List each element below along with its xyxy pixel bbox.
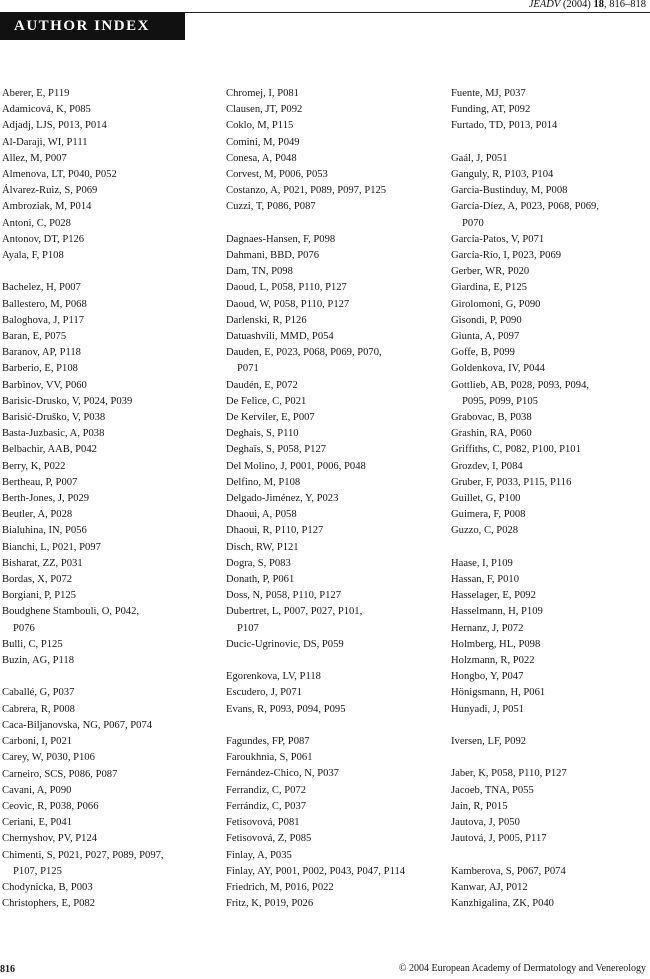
index-entry: García-Patos, V, P071 (451, 233, 545, 245)
index-entry: Haase, I, P109 (451, 557, 513, 569)
index-entry: Ceriani, E, P041 (2, 817, 73, 829)
index-entry: Coklo, M, P115 (226, 120, 294, 132)
index-entry: Belbachir, AAB, P042 (2, 444, 97, 456)
index-entry: Hönigsmann, H, P061 (451, 687, 546, 699)
index-column-1 (2, 86, 216, 912)
journal-year: (2004) (562, 0, 591, 10)
index-entry: Grashin, RA, P060 (451, 428, 532, 440)
index-entry: Dam, TN, P098 (226, 266, 293, 278)
index-entry: Borgiani, P, P125 (2, 590, 76, 602)
index-entry: Hasselager, E, P092 (451, 590, 536, 602)
index-entry: Ferrándiz, C, P037 (226, 800, 307, 812)
index-entry: Daoud, L, P058, P110, P127 (226, 282, 347, 294)
index-entry: Darlenski, R, P126 (226, 314, 307, 326)
index-entry: Cabrera, R, P008 (2, 703, 75, 715)
index-entry: Bertheau, P, P007 (2, 476, 78, 488)
index-entry: Conesa, A, P048 (226, 152, 297, 164)
index-entry: De Kerviler, E, P007 (226, 412, 315, 424)
index-entry: Jautova, J, P050 (451, 817, 520, 829)
index-entry: Gisondi, P, P090 (451, 314, 522, 326)
index-entry: Evans, R, P093, P094, P095 (226, 703, 346, 715)
index-entry-continuation: P107, P125 (13, 865, 62, 877)
index-entry: Ganguly, R, P103, P104 (451, 169, 554, 180)
index-entry: Kamberova, S, P067, P074 (451, 865, 566, 877)
index-entry: Fernández-Chico, N, P037 (226, 768, 339, 780)
index-entry-continuation: P076 (13, 622, 35, 634)
index-entry: Dahmani, BBD, P076 (226, 250, 319, 262)
letter-group-spacer (451, 135, 649, 151)
index-entry: Dubertret, L, P007, P027, P101, (226, 606, 363, 618)
index-entry: Guillet, G, P100 (451, 493, 521, 505)
index-entry: Jacoeb, TNA, P055 (451, 784, 534, 796)
index-entry: Dagnaes-Hansen, F, P098 (226, 233, 336, 245)
index-entry: Carboni, I, P021 (2, 736, 73, 748)
letter-group-spacer (451, 540, 649, 556)
index-entry: Hongbo, Y, P047 (451, 671, 524, 683)
index-entry: Fagundes, FP, P087 (226, 736, 310, 748)
journal-name: JEADV (528, 0, 561, 10)
index-entry: Datuashvili, MMD, P054 (226, 331, 334, 343)
index-entry: Boudghene Stambouli, O, P042, (2, 606, 140, 618)
index-entry: Hernanz, J, P072 (451, 622, 524, 634)
index-entry: Escudero, J, P071 (226, 687, 302, 699)
index-entry: Chodynicka, B, P003 (2, 881, 93, 893)
index-entry: Finlay, A, P035 (226, 849, 292, 861)
index-entry: Deghais, S, P110 (226, 428, 299, 440)
index-entry: Bulli, C, P125 (2, 638, 63, 650)
index-entry: Friedrich, M, P016, P022 (226, 881, 334, 893)
letter-group-spacer (451, 750, 649, 766)
index-entry: Giardina, E, P125 (451, 282, 527, 294)
index-entry: Carey, W, P030, P106 (2, 752, 95, 764)
index-entry: Clausen, JT, P092 (226, 104, 303, 116)
letter-group-spacer (226, 216, 442, 232)
index-entry: Giunta, A, P097 (451, 331, 520, 343)
index-entry: Griffiths, C, P082, P100, P101 (451, 444, 581, 456)
index-entry: Girolomoni, G, P090 (451, 298, 541, 310)
letter-group-spacer (226, 718, 442, 734)
index-entry: Basta-Juzbasic, A, P038 (2, 428, 105, 440)
index-entry: Kanwar, AJ, P012 (451, 881, 528, 893)
index-entry: Daudén, E, P072 (226, 379, 298, 391)
section-title: AUTHOR INDEX (14, 18, 150, 34)
index-column-3 (451, 86, 649, 912)
index-entry: Kanzhigalina, ZK, P040 (451, 898, 554, 910)
index-entry: Adjadj, LJS, P013, P014 (2, 120, 107, 132)
index-entry: Doss, N, P058, P110, P127 (226, 590, 341, 602)
index-entry: Holmberg, HL, P098 (451, 638, 541, 650)
index-entry: Delfino, M, P108 (226, 476, 301, 488)
journal-citation (529, 0, 646, 10)
index-entry: Jain, R, P015 (451, 800, 508, 812)
index-entry: Corvest, M, P006, P053 (226, 169, 328, 181)
index-entry: Caballé, G, P037 (2, 687, 75, 699)
index-entry: Baloghova, J, P117 (2, 314, 85, 326)
index-entry: Chernyshov, PV, P124 (2, 833, 98, 845)
journal-pages: , 816–818 (604, 0, 646, 10)
index-entry: Cuzzi, T, P086, P087 (226, 201, 316, 213)
index-entry: Dhaoui, A, P058 (226, 509, 297, 521)
letter-group-spacer (451, 718, 649, 734)
index-entry: Fetisovová, P081 (226, 817, 300, 829)
index-entry: Fuente, MJ, P037 (451, 88, 526, 99)
index-entry: Christophers, E, P082 (2, 898, 95, 910)
section-title-banner (0, 12, 185, 40)
index-entry: Grozdev, I, P084 (451, 460, 523, 472)
index-entry: Al-Daraji, WI, P111 (2, 136, 88, 148)
index-entry: Guzzo, C, P028 (451, 525, 519, 537)
index-entry: Bianchi, L, P021, P097 (2, 541, 101, 553)
index-entry: Finlay, AY, P001, P002, P043, P047, P114 (226, 865, 406, 877)
index-entry: García-Díez, A, P023, P068, P069, (451, 201, 600, 213)
index-entry: Hunyadi, J, P051 (451, 703, 524, 715)
index-entry: Funding, AT, P092 (451, 104, 531, 116)
index-entry: Jaber, K, P058, P110, P127 (451, 768, 567, 780)
index-entry: Allez, M, P007 (2, 152, 67, 164)
index-entry: Bordas, X, P072 (2, 574, 73, 586)
index-entry: Comini, M, P049 (226, 136, 300, 148)
index-entry: Ballestero, M, P068 (2, 298, 87, 310)
index-entry: Grabovac, B, P038 (451, 412, 532, 424)
index-entry: Egorenkova, LV, P118 (226, 671, 321, 683)
letter-group-spacer (451, 847, 649, 863)
index-entry-continuation: P095, P099, P105 (462, 395, 538, 407)
index-entry: Fritz, K, P019, P026 (226, 898, 314, 910)
index-entry: Ambroziak, M, P014 (2, 201, 92, 213)
index-entry: Donath, P, P061 (226, 574, 295, 586)
index-entry: Goldenkova, IV, P044 (451, 363, 545, 375)
index-entry: Barbinov, VV, P060 (2, 379, 87, 391)
index-entry: Barberio, E, P108 (2, 363, 78, 375)
index-entry: Beutler, A, P028 (2, 509, 73, 521)
index-entry: Deghaïs, S, P058, P127 (226, 444, 327, 456)
index-entry: Delgado-Jiménez, Y, P023 (226, 493, 339, 505)
index-entry: Iversen, LF, P092 (451, 736, 527, 748)
index-entry: Hassan, F, P010 (451, 574, 520, 586)
index-entry: Bachelez, H, P007 (2, 282, 81, 294)
index-entry: De Felice, C, P021 (226, 395, 307, 407)
letter-group-spacer (2, 669, 216, 685)
index-entry: Berth-Jones, J, P029 (2, 493, 90, 505)
index-column-2 (226, 86, 442, 912)
index-entry: Antonov, DT, P126 (2, 233, 85, 245)
index-entry: Berry, K, P022 (2, 460, 66, 472)
index-entry: Gaál, J, P051 (451, 152, 508, 164)
index-entry: Goffe, B, P099 (451, 347, 515, 359)
index-entry: Dogra, S, P083 (226, 557, 291, 569)
index-entry: Carneiro, SCS, P086, P087 (2, 768, 118, 780)
index-entry: Faroukhnia, S, P061 (226, 752, 313, 764)
index-entry: Furtado, TD, P013, P014 (451, 120, 558, 132)
index-entry: Costanzo, A, P021, P089, P097, P125 (226, 185, 387, 197)
index-entry: Ceovic, R, P038, P066 (2, 800, 99, 812)
index-entry: Chimenti, S, P021, P027, P089, P097, (2, 849, 164, 861)
index-entry: Baranov, AP, P118 (2, 347, 81, 359)
header-rule (185, 12, 650, 13)
index-entry: Chromej, I, P081 (226, 88, 299, 99)
index-entry: Álvarez-Ruiz, S, P069 (2, 185, 98, 197)
index-entry: Holzmann, R, P022 (451, 655, 535, 667)
index-entry: Baran, E, P075 (2, 331, 67, 343)
index-entry: Barisic-Drusko, V, P024, P039 (2, 395, 133, 407)
index-entry: Almenova, LT, P040, P052 (2, 169, 117, 181)
index-entry: Aberer, E, P119 (2, 88, 70, 99)
index-entry-continuation: P071 (237, 363, 259, 375)
index-entry: Ayala, F, P108 (2, 250, 64, 262)
index-entry: Hasselmann, H, P109 (451, 606, 543, 618)
index-entry: Jautová, J, P005, P117 (451, 833, 547, 845)
index-entry: García-Río, I, P023, P069 (451, 250, 562, 262)
index-entry: Disch, RW, P121 (226, 541, 299, 553)
index-entry: Buzin, AG, P118 (2, 655, 75, 667)
index-entry: Bisharat, ZZ, P031 (2, 557, 83, 569)
index-entry: Garcia-Bustinduy, M, P008 (451, 185, 568, 197)
index-entry: Gottlieb, AB, P028, P093, P094, (451, 379, 590, 391)
index-entry-continuation: P107 (237, 622, 259, 634)
index-entry: Barisić-Druško, V, P038 (2, 412, 106, 424)
index-entry: Gerber, WR, P020 (451, 266, 530, 278)
index-entry: Guimera, F, P008 (451, 509, 526, 521)
index-entry: Caca-Biljanovska, NG, P067, P074 (2, 719, 153, 731)
index-entry: Ferrandiz, C, P072 (226, 784, 307, 796)
index-entry: Del Molino, J, P001, P006, P048 (226, 460, 366, 472)
index-entry: Dauden, E, P023, P068, P069, P070, (226, 347, 382, 359)
index-entry: Dhaoui, R, P110, P127 (226, 525, 324, 537)
index-entry: Cavani, A, P090 (2, 784, 72, 796)
index-entry: Fetisovová, Z, P085 (226, 833, 312, 845)
index-entry: Gruber, F, P033, P115, P116 (451, 476, 572, 488)
index-entry: Adamicová, K, P085 (2, 104, 91, 116)
copyright-notice: © 2004 European Academy of Dermatology and Venereology (398, 963, 646, 974)
journal-volume: 18 (593, 0, 604, 10)
letter-group-spacer (2, 264, 216, 280)
index-entry: Antoni, C, P028 (2, 217, 71, 229)
letter-group-spacer (226, 653, 442, 669)
page-number: 816 (0, 964, 15, 975)
index-entry: Bialuhina, IN, P056 (2, 525, 87, 537)
index-entry: Ducic-Ugrinovic, DS, P059 (226, 638, 344, 650)
index-entry: Daoud, W, P058, P110, P127 (226, 298, 350, 310)
index-entry-continuation: P070 (462, 217, 484, 229)
